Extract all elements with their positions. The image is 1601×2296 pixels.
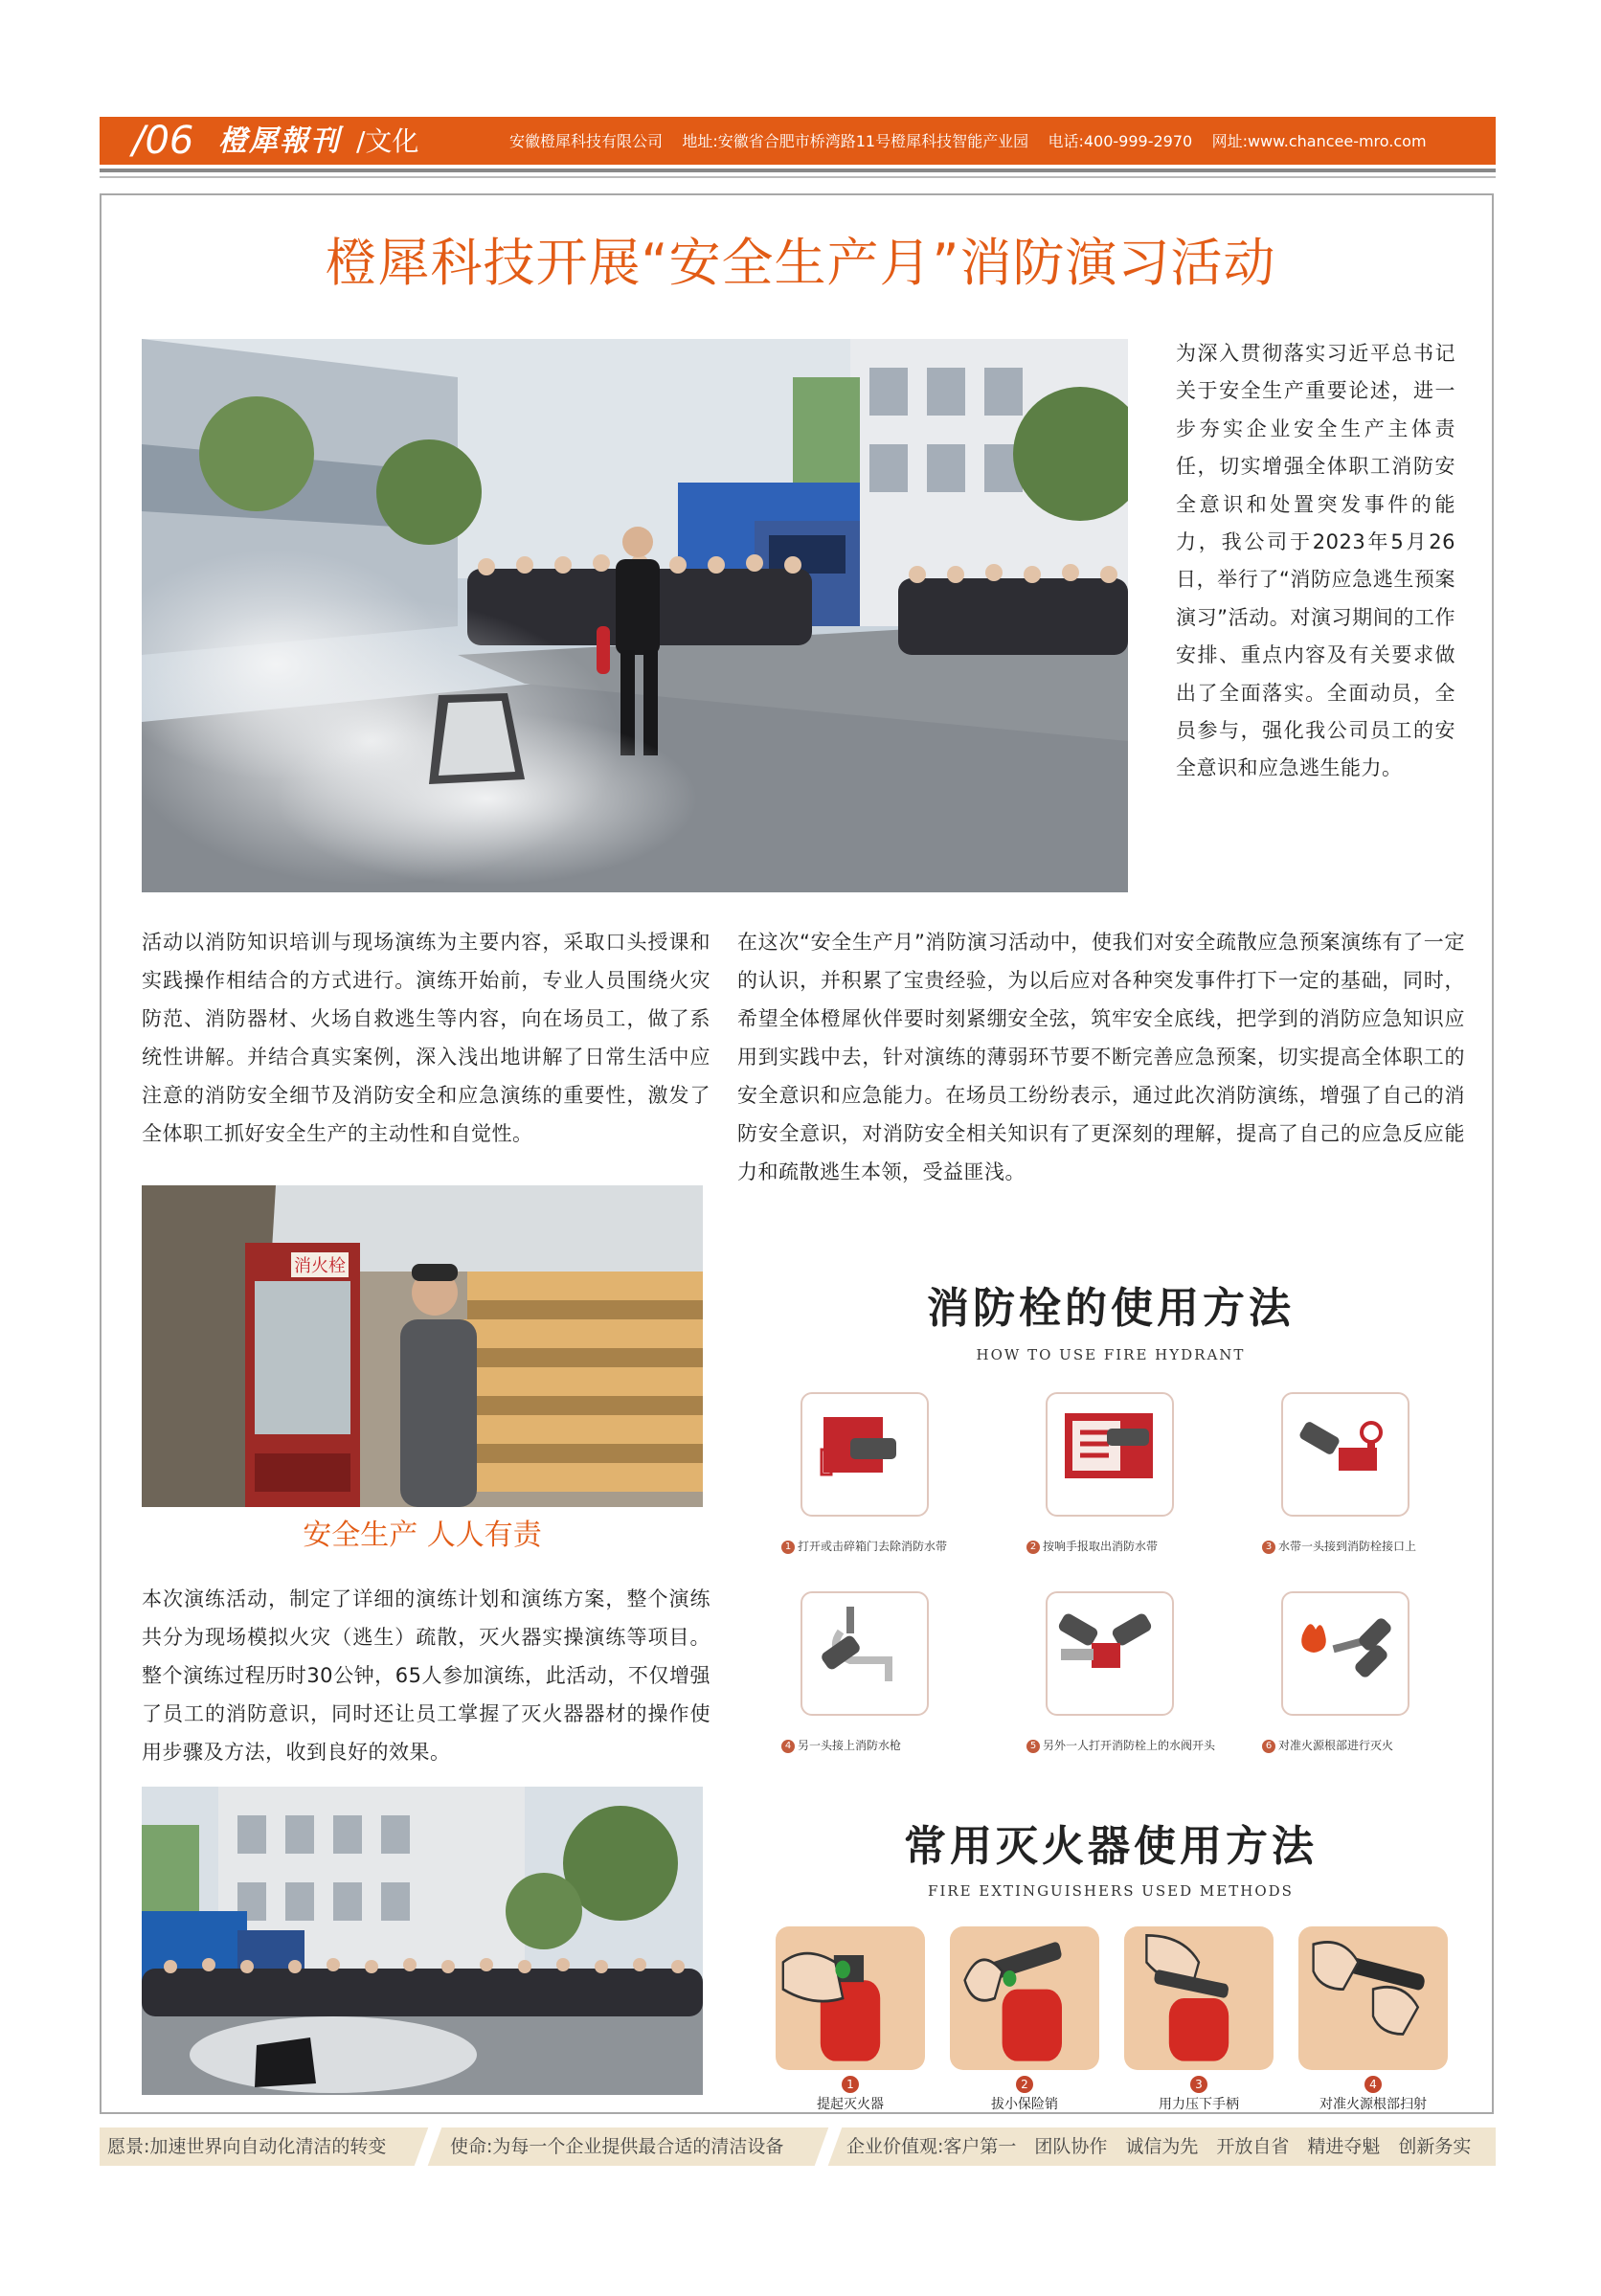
extinguisher-section-title: 常用灭火器使用方法 — [904, 1822, 1318, 1871]
extinguisher-step-icon — [776, 1926, 925, 2070]
step-text: 按响手报取出消防水带 — [1043, 1540, 1159, 1553]
extinguisher-step-card — [950, 1926, 1099, 2070]
extinguisher-step-icon — [950, 1926, 1099, 2070]
section-label: /文化 — [356, 125, 419, 157]
hydrant-step-card — [1281, 1591, 1409, 1716]
extinguisher-step-label — [769, 2076, 932, 2114]
step-number: 1 — [781, 1541, 795, 1554]
step-text: 另外一人打开消防栓上的水阀开头 — [1043, 1739, 1216, 1752]
photo-fire-drill — [142, 339, 1128, 892]
photo-speaker-hydrant — [142, 1185, 703, 1507]
company-website: 网址:www.chancee-mro.com — [1211, 132, 1427, 150]
paragraph-summary: 本次演练活动，制定了详细的演练计划和演练方案，整个演练共分为现场模拟火灾（逃生）疏散，灭火器实操演练等项目。整个演练过程历时30公钟，65人参加演练，此活动，不仅增强了员工的消防意识，同时还让员工掌握了灭火器器材的操作使用步骤及方法，收到良好的效果。 — [142, 1587, 710, 1764]
footer-values: 企业价值观:客户第一 团队协作 诚信为先 开放自省 精进夺魁 创新务实 — [846, 2136, 1472, 2157]
hydrant-section-title: 消防栓的使用方法 — [927, 1284, 1295, 1333]
hydrant-step-label — [781, 1538, 947, 1555]
extinguisher-step-card — [1124, 1926, 1274, 2070]
paragraph-training: 活动以消防知识培训与现场演练为主要内容，采取口头授课和实践操作相结合的方式进行。演练开始前，专业人员围绕火灾防范、消防器材、火场自救逃生等内容，向在场员工，做了系统性讲解。并结合真实案例，深入浅出地讲解了日常生活中应注意的消防安全细节及消防安全和应急演练的重要性，激发了全体职工抓好安全生产的主动性和自觉性。 — [142, 931, 710, 1145]
hydrant-step-icon — [1048, 1394, 1172, 1515]
hydrant-step-label — [1026, 1737, 1215, 1754]
hydrant-step-card — [800, 1591, 929, 1716]
extinguisher-step-label — [1117, 2076, 1280, 2114]
hydrant-section-subtitle: HOW TO USE FIRE HYDRANT — [976, 1346, 1246, 1363]
hydrant-step-label — [781, 1737, 901, 1754]
step-text: 对准火源根部扫射 — [1319, 2097, 1427, 2112]
publication-brand: 橙犀報刊 — [218, 124, 341, 158]
hydrant-step-label — [1026, 1538, 1158, 1555]
hydrant-sign-text: 消火栓 — [294, 1256, 346, 1276]
step-text: 对准火源根部进行灭火 — [1278, 1739, 1394, 1752]
photo-crowd — [142, 1787, 703, 2095]
hydrant-step-icon — [1283, 1593, 1408, 1714]
step-number: 4 — [1364, 2076, 1382, 2093]
step-text: 拔小保险销 — [991, 2097, 1058, 2112]
step-number: 4 — [781, 1740, 795, 1753]
footer-mission: 使命:为每一个企业提供最合适的清洁设备 — [450, 2136, 784, 2157]
extinguisher-step-card — [1298, 1926, 1448, 2070]
extinguisher-step-card — [776, 1926, 925, 2070]
extinguisher-section-subtitle: FIRE EXTINGUISHERS USED METHODS — [928, 1882, 1294, 1900]
step-text: 用力压下手柄 — [1159, 2097, 1239, 2112]
extinguisher-step-label — [943, 2076, 1106, 2114]
company-phone: 电话:400-999-2970 — [1048, 132, 1193, 150]
extinguisher-step-icon — [1298, 1926, 1448, 2070]
step-text: 提起灭火器 — [817, 2097, 884, 2112]
company-address: 地址:安徽省合肥市桥湾路11号橙犀科技智能产业园 — [682, 132, 1029, 150]
hydrant-step-card — [1046, 1591, 1174, 1716]
header-rule — [100, 169, 1496, 172]
step-text: 打开或击碎箱门去除消防水带 — [798, 1540, 948, 1553]
article-title: 橙犀科技开展“安全生产月”消防演习活动 — [325, 233, 1276, 293]
step-text: 另一头接上消防水枪 — [798, 1739, 902, 1752]
header-info — [509, 130, 1427, 153]
step-number: 3 — [1190, 2076, 1207, 2093]
footer-vision: 愿景:加速世界向自动化清洁的转变 — [107, 2136, 387, 2157]
step-text: 水带一头接到消防栓接口上 — [1278, 1540, 1417, 1553]
step-number: 5 — [1026, 1740, 1040, 1753]
step-number: 2 — [1026, 1541, 1040, 1554]
header-rule-thin — [100, 176, 1496, 178]
step-number: 1 — [842, 2076, 859, 2093]
step-number: 3 — [1262, 1541, 1275, 1554]
extinguisher-step-icon — [1124, 1926, 1274, 2070]
page-number: /06 — [132, 119, 194, 163]
hydrant-step-icon — [1283, 1394, 1408, 1515]
hydrant-step-icon — [1048, 1593, 1172, 1714]
photo-caption: 安全生产 人人有责 — [303, 1519, 542, 1552]
paragraph-reflection: 在这次“安全生产月”消防演习活动中，使我们对安全疏散应急预案演练有了一定的认识，并积累了宝贵经验，为以后应对各种突发事件打下一定的基础，同时，希望全体橙犀伙伴要时刻紧绷安全弦，筑牢安全底线，把学到的消防应急知识应用到实践中去，针对演练的薄弱环节要不断完善应急预案，切实提高全体职工的安全意识和应急能力。在场员工纷纷表示，通过此次消防演练，增强了自己的消防安全意识，对消防安全相关知识有了更深刻的理解，提高了自己的应急反应能力和疏散逃生本领，受益匪浅。 — [737, 931, 1465, 1183]
company-name: 安徽橙犀科技有限公司 — [509, 132, 664, 150]
step-number: 2 — [1016, 2076, 1033, 2093]
hydrant-step-label — [1262, 1538, 1416, 1555]
intro-paragraph: 为深入贯彻落实习近平总书记关于安全生产重要论述，进一步夯实企业安全生产主体责任，切实增强全体职工消防安全意识和处置突发事件的能力，我公司于2023年5月26日，举行了“消防应急逃生预案演习”活动。对演习期间的工作安排、重点内容及有关要求做出了全面落实。全面动员，全员参与，强化我公司员工的安全意识和应急逃生能力。 — [1176, 342, 1455, 780]
hydrant-step-icon — [802, 1394, 927, 1515]
hydrant-step-card — [800, 1392, 929, 1517]
hydrant-step-icon — [802, 1593, 927, 1714]
step-number: 6 — [1262, 1740, 1275, 1753]
hydrant-step-card — [1281, 1392, 1409, 1517]
hydrant-step-label — [1262, 1737, 1393, 1754]
hydrant-step-card — [1046, 1392, 1174, 1517]
extinguisher-step-label — [1292, 2076, 1454, 2114]
